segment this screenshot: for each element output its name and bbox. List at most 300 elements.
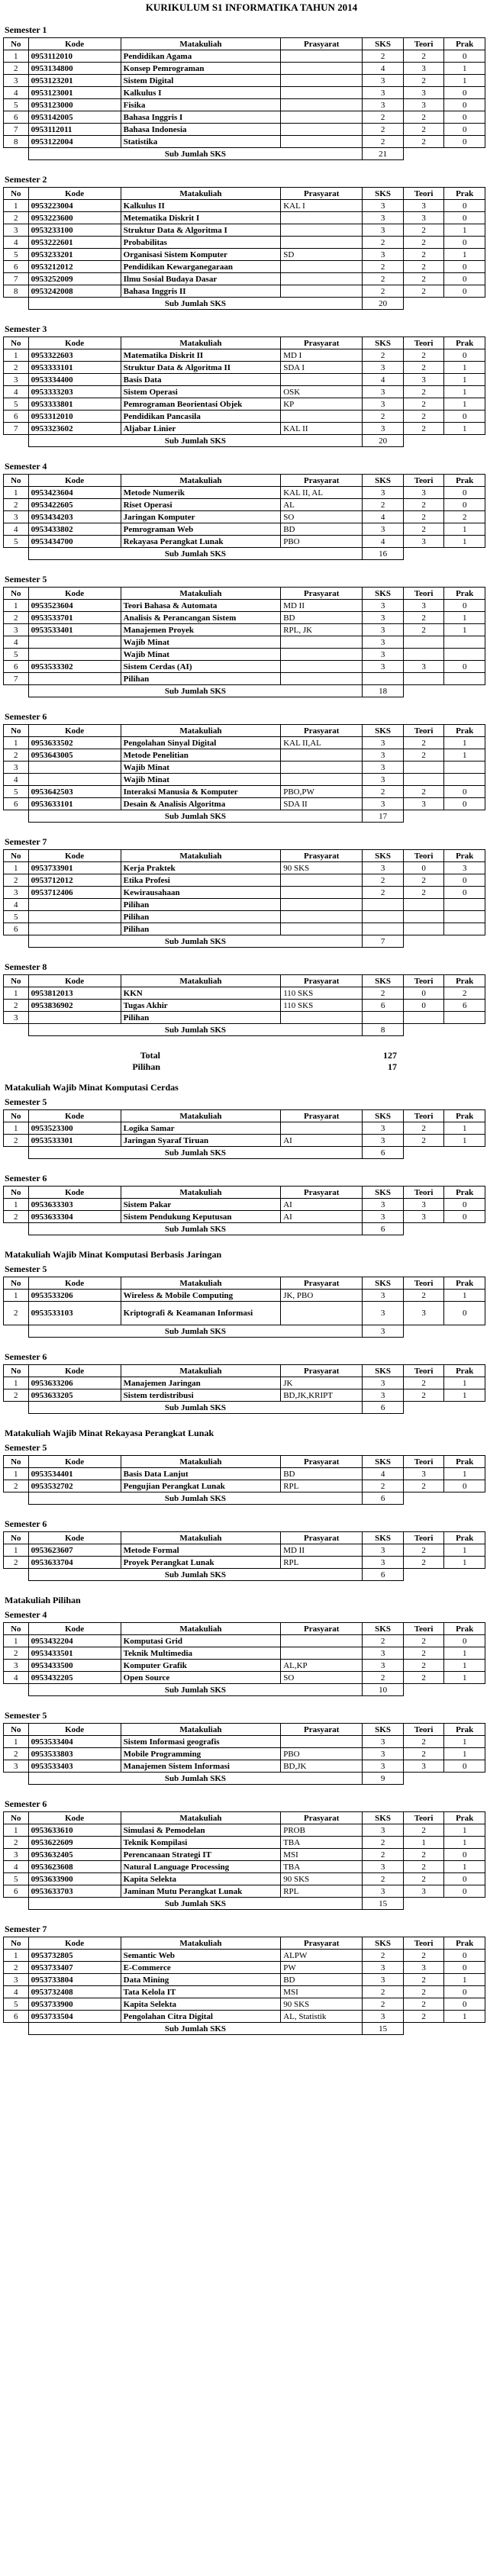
course-name: Kewirausahaan <box>121 887 281 899</box>
table-row <box>4 862 485 874</box>
course-name: Rekayasa Perangkat Lunak <box>121 536 281 548</box>
prerequisite: 110 SKS <box>281 1000 363 1012</box>
prerequisite: KP <box>281 398 363 411</box>
row-number: 2 <box>4 1000 29 1012</box>
practice-credits: 1 <box>444 1824 485 1837</box>
row-number: 3 <box>4 224 29 237</box>
theory-credits <box>403 911 444 923</box>
credits: 4 <box>363 511 404 523</box>
subtotal-label: Sub Jumlah SKS <box>28 148 363 160</box>
credits: 3 <box>363 99 404 111</box>
course-table <box>3 849 485 948</box>
theory-credits: 2 <box>403 1122 444 1135</box>
row-number: 3 <box>4 374 29 386</box>
row-number: 1 <box>4 487 29 499</box>
column-header: Prasyarat <box>281 1937 363 1950</box>
subtotal-spacer <box>4 148 29 160</box>
document-title: KURIKULUM S1 INFORMATIKA TAHUN 2014 <box>145 2 358 13</box>
column-header: Teori <box>403 588 444 600</box>
row-number: 5 <box>4 911 29 923</box>
course-name: Pemrograman Web <box>121 523 281 536</box>
subtotal-spacer <box>4 2023 29 2035</box>
column-header: Kode <box>28 188 121 200</box>
course-table <box>3 974 485 1036</box>
row-number: 1 <box>4 1199 29 1211</box>
semester-section <box>0 324 503 447</box>
practice-credits: 0 <box>444 487 485 499</box>
column-header: Teori <box>403 38 444 50</box>
practice-credits: 0 <box>444 1986 485 1998</box>
credits: 2 <box>363 1873 404 1885</box>
practice-credits: 6 <box>444 1000 485 1012</box>
table-row <box>4 1824 485 1837</box>
theory-credits <box>403 1012 444 1024</box>
course-code <box>28 762 121 774</box>
column-header: Teori <box>403 975 444 987</box>
practice-credits: 1 <box>444 523 485 536</box>
table-row <box>4 1468 485 1480</box>
course-code: 0953333101 <box>28 362 121 374</box>
course-code <box>28 899 121 911</box>
theory-credits: 2 <box>403 1849 444 1861</box>
course-name: E-Commerce <box>121 1962 281 1974</box>
course-code: 0953434700 <box>28 536 121 548</box>
prerequisite: AI <box>281 1135 363 1147</box>
practice-credits: 0 <box>444 499 485 511</box>
credits: 3 <box>363 362 404 374</box>
semester-section <box>0 961 503 1036</box>
subtotal-value: 6 <box>363 1402 404 1414</box>
table-row <box>4 1950 485 1962</box>
practice-credits: 0 <box>444 87 485 99</box>
elective-curriculum <box>0 1082 503 2035</box>
course-name: Manajemen Jaringan <box>121 1377 281 1389</box>
course-code: 0953836902 <box>28 1000 121 1012</box>
theory-credits: 2 <box>403 111 444 124</box>
table-row <box>4 1837 485 1849</box>
prerequisite <box>281 237 363 249</box>
practice-credits: 1 <box>444 749 485 762</box>
semester-section <box>0 24 503 160</box>
practice-credits: 1 <box>444 398 485 411</box>
course-code: 0953233100 <box>28 224 121 237</box>
column-header: Matakuliah <box>121 1277 281 1290</box>
total-label: Total <box>140 1050 160 1061</box>
column-header: Kode <box>28 588 121 600</box>
credits: 3 <box>363 224 404 237</box>
course-code: 0953533206 <box>28 1290 121 1302</box>
column-header: Prasyarat <box>281 850 363 862</box>
course-name: Kapita Selekta <box>121 1873 281 1885</box>
credits: 2 <box>363 1986 404 1998</box>
credits: 2 <box>363 285 404 298</box>
theory-credits: 2 <box>403 249 444 261</box>
practice-credits: 0 <box>444 1849 485 1861</box>
theory-credits: 3 <box>403 200 444 212</box>
course-code: 0953533404 <box>28 1736 121 1748</box>
course-table <box>3 1531 485 1581</box>
table-header-row <box>4 188 485 200</box>
column-header: Prasyarat <box>281 1187 363 1199</box>
row-number: 1 <box>4 1377 29 1389</box>
credits: 3 <box>363 600 404 612</box>
course-table <box>3 1937 485 2035</box>
prerequisite <box>281 374 363 386</box>
theory-credits: 3 <box>403 63 444 75</box>
prerequisite: RPL <box>281 1557 363 1569</box>
course-code: 0953712406 <box>28 887 121 899</box>
credits: 2 <box>363 887 404 899</box>
prerequisite <box>281 874 363 887</box>
column-header: Kode <box>28 1110 121 1122</box>
practice-credits: 1 <box>444 1377 485 1389</box>
course-name: Desain & Analisis Algoritma <box>121 798 281 810</box>
table-row <box>4 398 485 411</box>
course-name: Sistem Informasi geografis <box>121 1736 281 1748</box>
column-header: SKS <box>363 38 404 50</box>
row-number: 3 <box>4 1849 29 1861</box>
table-row <box>4 923 485 935</box>
column-header: Matakuliah <box>121 1187 281 1199</box>
column-header: Kode <box>28 337 121 349</box>
course-name: Jaminan Mutu Perangkat Lunak <box>121 1885 281 1898</box>
column-header: Matakuliah <box>121 475 281 487</box>
column-header: Kode <box>28 850 121 862</box>
credits: 3 <box>363 1736 404 1748</box>
prerequisite <box>281 1635 363 1647</box>
column-header: Teori <box>403 475 444 487</box>
course-code <box>28 774 121 786</box>
row-number: 2 <box>4 1211 29 1223</box>
course-name: Ilmu Sosial Budaya Dasar <box>121 273 281 285</box>
column-header: SKS <box>363 1456 404 1468</box>
column-header: SKS <box>363 1724 404 1736</box>
credits: 6 <box>363 1000 404 1012</box>
course-table <box>3 724 485 823</box>
table-row <box>4 63 485 75</box>
table-row <box>4 499 485 511</box>
table-row <box>4 624 485 636</box>
practice-credits: 2 <box>444 987 485 1000</box>
column-header: SKS <box>363 725 404 737</box>
course-table <box>3 336 485 447</box>
course-name: Sistem Digital <box>121 75 281 87</box>
course-code: 0953633303 <box>28 1199 121 1211</box>
practice-credits: 1 <box>444 1468 485 1480</box>
practice-credits: 1 <box>444 386 485 398</box>
theory-credits: 2 <box>403 75 444 87</box>
subtotal-value: 8 <box>363 1024 404 1036</box>
table-row <box>4 1748 485 1760</box>
column-header: No <box>4 38 29 50</box>
course-name: Pilihan <box>121 899 281 911</box>
credits: 3 <box>363 1122 404 1135</box>
column-header: Prasyarat <box>281 975 363 987</box>
semester-title: Semester 6 <box>5 1798 47 1809</box>
table-header-row <box>4 1623 485 1635</box>
practice-credits <box>444 636 485 649</box>
practice-credits: 0 <box>444 349 485 362</box>
table-row <box>4 1135 485 1147</box>
subtotal-value: 7 <box>363 935 404 948</box>
credits: 3 <box>363 749 404 762</box>
table-header-row <box>4 1365 485 1377</box>
course-name: Pendidikan Agama <box>121 50 281 63</box>
table-row <box>4 487 485 499</box>
practice-credits: 0 <box>444 99 485 111</box>
core-curriculum <box>0 24 503 1036</box>
credits: 2 <box>363 1837 404 1849</box>
prerequisite <box>281 749 363 762</box>
row-number: 2 <box>4 63 29 75</box>
practice-credits <box>444 899 485 911</box>
column-header: Kode <box>28 1532 121 1544</box>
subtotal-spacer <box>4 1147 29 1159</box>
column-header: SKS <box>363 1110 404 1122</box>
theory-credits: 0 <box>403 1000 444 1012</box>
prerequisite <box>281 1302 363 1325</box>
course-code: 0953623608 <box>28 1861 121 1873</box>
column-header: No <box>4 1623 29 1635</box>
subtotal-value: 15 <box>363 2023 404 2035</box>
credits: 3 <box>363 798 404 810</box>
course-name: Konsep Pemrograman <box>121 63 281 75</box>
course-code: 0953633304 <box>28 1211 121 1223</box>
column-header: No <box>4 850 29 862</box>
semester-title: Semester 5 <box>5 574 47 584</box>
semester-title: Semester 5 <box>5 1264 47 1274</box>
row-number: 5 <box>4 249 29 261</box>
subtotal-row <box>4 148 485 160</box>
prerequisite: BD,JK,KRIPT <box>281 1389 363 1402</box>
row-number: 5 <box>4 786 29 798</box>
column-header: Matakuliah <box>121 38 281 50</box>
practice-credits: 1 <box>444 737 485 749</box>
credits: 3 <box>363 386 404 398</box>
credits: 2 <box>363 261 404 273</box>
column-header: Prasyarat <box>281 188 363 200</box>
table-row <box>4 212 485 224</box>
practice-credits: 0 <box>444 1950 485 1962</box>
course-code: 0953523300 <box>28 1122 121 1135</box>
theory-credits: 1 <box>403 1837 444 1849</box>
practice-credits: 1 <box>444 1135 485 1147</box>
prerequisite <box>281 273 363 285</box>
row-number: 2 <box>4 1962 29 1974</box>
course-name: Pendidikan Pancasila <box>121 411 281 423</box>
subtotal-spacer <box>4 1024 29 1036</box>
subtotal-row <box>4 935 485 948</box>
table-row <box>4 661 485 673</box>
semester-title: Semester 2 <box>5 174 47 185</box>
table-row <box>4 1861 485 1873</box>
row-number: 2 <box>4 362 29 374</box>
table-row <box>4 124 485 136</box>
theory-credits: 2 <box>403 411 444 423</box>
theory-credits: 3 <box>403 87 444 99</box>
column-header: SKS <box>363 975 404 987</box>
prerequisite: BD <box>281 1468 363 1480</box>
subtotal-label: Sub Jumlah SKS <box>28 1898 363 1910</box>
table-header-row <box>4 1277 485 1290</box>
credits: 3 <box>363 1377 404 1389</box>
theory-credits: 2 <box>403 1135 444 1147</box>
theory-credits: 2 <box>403 511 444 523</box>
table-row <box>4 285 485 298</box>
prerequisite: 90 SKS <box>281 862 363 874</box>
prerequisite: OSK <box>281 386 363 398</box>
practice-credits: 0 <box>444 600 485 612</box>
column-header: Teori <box>403 1812 444 1824</box>
column-header: Prak <box>444 1456 485 1468</box>
row-number: 3 <box>4 1760 29 1773</box>
course-table <box>3 587 485 697</box>
credits: 3 <box>363 1557 404 1569</box>
subtotal-value: 15 <box>363 1898 404 1910</box>
theory-credits: 2 <box>403 749 444 762</box>
credits: 3 <box>363 1135 404 1147</box>
course-code: 0953533302 <box>28 661 121 673</box>
column-header: Prasyarat <box>281 1110 363 1122</box>
column-header: Kode <box>28 38 121 50</box>
practice-credits: 0 <box>444 212 485 224</box>
theory-credits: 3 <box>403 1962 444 1974</box>
practice-credits: 0 <box>444 237 485 249</box>
theory-credits: 2 <box>403 1389 444 1402</box>
course-code: 0953323602 <box>28 423 121 435</box>
subtotal-row <box>4 1223 485 1235</box>
credits: 2 <box>363 111 404 124</box>
column-header: Prasyarat <box>281 337 363 349</box>
row-number: 5 <box>4 398 29 411</box>
subtotal-spacer <box>4 298 29 310</box>
column-header: SKS <box>363 1623 404 1635</box>
table-row <box>4 737 485 749</box>
practice-credits: 0 <box>444 111 485 124</box>
group-title: Matakuliah Wajib Minat Komputasi Berbasis Jaringan <box>5 1249 222 1260</box>
course-code: 0953123001 <box>28 87 121 99</box>
column-header: Matakuliah <box>121 1724 281 1736</box>
course-code: 0953123000 <box>28 99 121 111</box>
prerequisite <box>281 285 363 298</box>
column-header: No <box>4 1812 29 1824</box>
theory-credits: 2 <box>403 124 444 136</box>
row-number: 2 <box>4 212 29 224</box>
table-header-row <box>4 1456 485 1468</box>
credits: 2 <box>363 1998 404 2011</box>
theory-credits: 2 <box>403 1480 444 1492</box>
row-number: 8 <box>4 285 29 298</box>
semester-title: Semester 6 <box>5 1351 47 1362</box>
course-code: 0953643005 <box>28 749 121 762</box>
credits: 3 <box>363 1199 404 1211</box>
credits <box>363 923 404 935</box>
column-header: Teori <box>403 1623 444 1635</box>
credits: 2 <box>363 136 404 148</box>
row-number: 5 <box>4 1998 29 2011</box>
credits: 3 <box>363 624 404 636</box>
subtotal-spacer <box>4 685 29 697</box>
column-header: Prak <box>444 975 485 987</box>
prerequisite: RPL, JK <box>281 624 363 636</box>
practice-credits: 0 <box>444 261 485 273</box>
credits: 3 <box>363 1885 404 1898</box>
column-header: Prasyarat <box>281 1724 363 1736</box>
theory-credits: 2 <box>403 50 444 63</box>
prerequisite: TBA <box>281 1837 363 1849</box>
course-code: 0953142005 <box>28 111 121 124</box>
course-name: Struktur Data & Algoritma I <box>121 224 281 237</box>
theory-credits: 2 <box>403 423 444 435</box>
course-code: 0953432205 <box>28 1672 121 1684</box>
practice-credits: 1 <box>444 1389 485 1402</box>
course-name: Metode Formal <box>121 1544 281 1557</box>
course-name: Logika Samar <box>121 1122 281 1135</box>
course-name: Metode Numerik <box>121 487 281 499</box>
prerequisite: MSI <box>281 1986 363 1998</box>
row-number: 6 <box>4 798 29 810</box>
course-code: 0953633205 <box>28 1389 121 1402</box>
course-name: Sistem Cerdas (AI) <box>121 661 281 673</box>
practice-credits: 1 <box>444 224 485 237</box>
course-name: Data Mining <box>121 1974 281 1986</box>
prerequisite: JK, PBO <box>281 1290 363 1302</box>
practice-credits: 0 <box>444 1480 485 1492</box>
course-code: 0953733504 <box>28 2011 121 2023</box>
row-number: 2 <box>4 1557 29 1569</box>
subtotal-label: Sub Jumlah SKS <box>28 1569 363 1581</box>
theory-credits: 3 <box>403 600 444 612</box>
column-header: SKS <box>363 1365 404 1377</box>
table-header-row <box>4 1532 485 1544</box>
column-header: No <box>4 1365 29 1377</box>
column-header: Matakuliah <box>121 1812 281 1824</box>
column-header: Matakuliah <box>121 588 281 600</box>
row-number: 2 <box>4 499 29 511</box>
semester-section <box>0 1351 503 1414</box>
semester-section <box>0 1518 503 1581</box>
column-header: Teori <box>403 1937 444 1950</box>
practice-credits: 1 <box>444 1544 485 1557</box>
row-number: 4 <box>4 87 29 99</box>
table-header-row <box>4 1110 485 1122</box>
credits: 2 <box>363 273 404 285</box>
table-row <box>4 511 485 523</box>
practice-credits <box>444 774 485 786</box>
practice-credits <box>444 911 485 923</box>
row-number: 1 <box>4 987 29 1000</box>
column-header: Kode <box>28 1724 121 1736</box>
course-code: 0953712012 <box>28 874 121 887</box>
practice-credits <box>444 762 485 774</box>
course-name: Tata Kelola IT <box>121 1986 281 1998</box>
column-header: Teori <box>403 1277 444 1290</box>
theory-credits <box>403 636 444 649</box>
practice-credits: 1 <box>444 249 485 261</box>
column-header: Kode <box>28 975 121 987</box>
practice-credits: 0 <box>444 786 485 798</box>
semester-title: Semester 7 <box>5 1924 47 1934</box>
subtotal-row <box>4 1024 485 1036</box>
practice-credits: 0 <box>444 1635 485 1647</box>
practice-credits: 1 <box>444 75 485 87</box>
practice-credits: 1 <box>444 1974 485 1986</box>
course-code: 0953433802 <box>28 523 121 536</box>
course-code: 0953112010 <box>28 50 121 63</box>
column-header: Kode <box>28 1456 121 1468</box>
theory-credits: 2 <box>403 1748 444 1760</box>
column-header: Matakuliah <box>121 1110 281 1122</box>
